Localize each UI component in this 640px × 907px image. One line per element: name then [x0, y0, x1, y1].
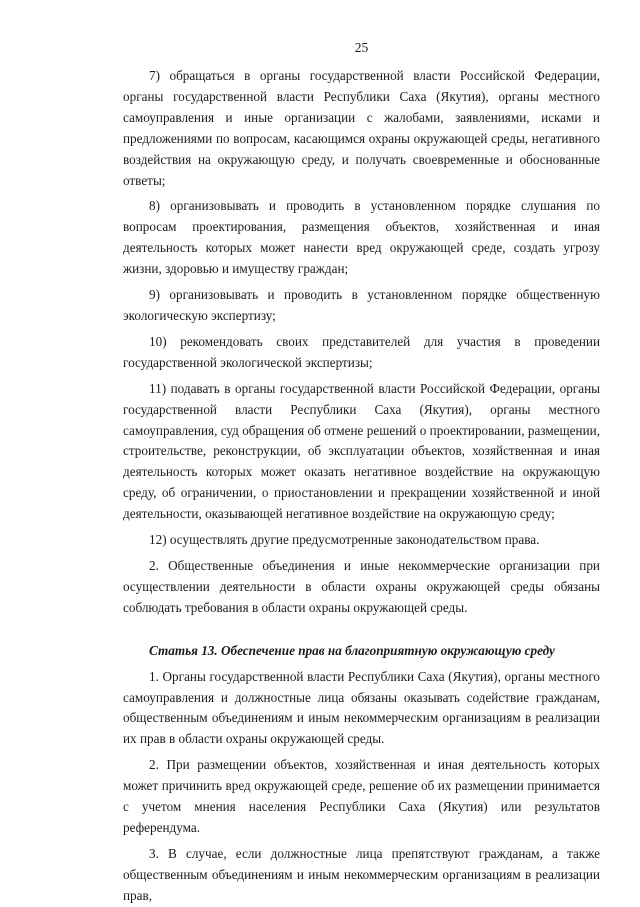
article-13-clause-3: 3. В случае, если должностные лица препятствуют гражданам, а также общественным объединениям и иным некоммерческим организациям в реализации прав,: [123, 845, 600, 903]
paragraph-item-8: 8) организовывать и проводить в установленном порядке слушания по вопросам проектирования, размещения объектов, хозяйственная и иная деятельность которых может нанести вред окружающей среде, создать угрозу жизни, здоровью и имуществу граждан;: [123, 198, 600, 277]
paragraph-clause-2: 2. Общественные объединения и иные некоммерческие организации при осуществлении деятельности в области охраны окружающей среды обязаны соблюдать требования в области охраны окружающей среды.: [123, 557, 600, 615]
paragraph-item-9: 9) организовывать и проводить в установленном порядке общественную экологическую экспертизу;: [123, 287, 600, 323]
paragraph-item-11: 11) подавать в органы государственной власти Российской Федерации, органы государственной власти Республики Саха (Якутия), органы местного самоуправления, суд обращения об отмене решений о проектировании, размещении, строительстве, реконструкции, об эксплуатации объектов, хозяйственная и иная деятельность которых может оказать негативное воздействие на окружающую среду, об ограничении, о приостановлении и прекращении хозяйственной и иной деятельности, оказывающей негативное воздействие на окружающую среду;: [123, 380, 600, 522]
article-13-title: Статья 13. Обеспечение прав на благоприятную окружающую среду: [149, 642, 555, 658]
paragraph-item-12: 12) осуществлять другие предусмотренные законодательством права.: [149, 532, 540, 548]
article-13-clause-2: 2. При размещении объектов, хозяйственная и иная деятельность которых может причинить вред окружающей среде, решение об их размещении принимается с учетом мнения населения Республики Саха (Якутия) или результатов референдума.: [123, 757, 600, 835]
paragraph-item-7: 7) обращаться в органы государственной власти Российской Федерации, органы государственной власти Республики Саха (Якутия), органы местного самоуправления и иные организации с жалобами, заявлениями, исками и предложениями по вопросам, касающимся охраны окружающей среды, негативного воздействия на окружающую среду, и получать своевременные и обоснованные ответы;: [123, 68, 600, 188]
page-number: 25: [354, 40, 369, 55]
article-13-clause-1: 1. Органы государственной власти Республики Саха (Якутия), органы местного самоуправления и должностные лица обязаны оказывать содействие гражданам, общественным объединениям и иным некоммерческим организациям в реализации их прав в области охраны окружающей среды.: [123, 668, 600, 747]
paragraph-item-10: 10) рекомендовать своих представителей для участия в проведении государственной экологической экспертизы;: [123, 333, 600, 370]
